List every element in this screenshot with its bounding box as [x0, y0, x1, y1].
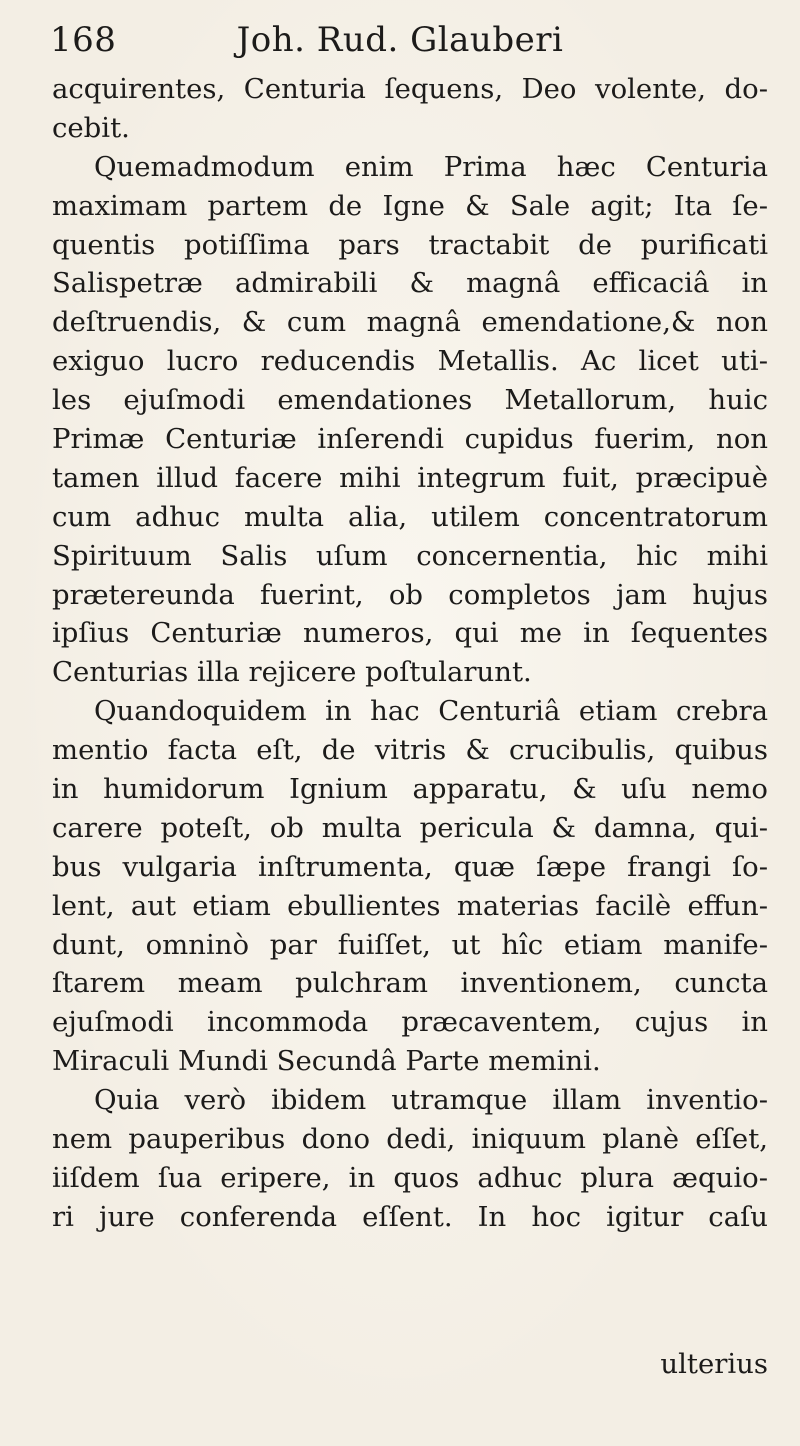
page-number: 168	[50, 20, 117, 60]
text-line: Primæ Centuriæ inſerendi cupidus fuerim, non	[52, 423, 768, 456]
text-line: cebit.	[52, 111, 130, 144]
text-line: dunt, omninò par fuiſſet, ut hîc etiam manife-	[52, 928, 768, 961]
text-line: acquirentes, Centuria ſequens, Deo volente, do-	[52, 73, 768, 105]
text-line: Salispetræ admirabili & magnâ efficaciâ in	[52, 267, 768, 300]
text-line: nem pauperibus dono dedi, iniquum planè eſſet,	[52, 1123, 768, 1156]
text-line: in humidorum Ignium apparatu, & uſu nemo	[52, 773, 768, 806]
text-line: quentis potiſſima pars tractabit de purificati	[52, 228, 768, 261]
text-line: Centurias illa rejicere poſtularunt.	[52, 656, 532, 689]
text-line: tamen illud facere mihi integrum fuit, præcipuè	[52, 461, 768, 494]
catchword-row	[52, 1344, 768, 1384]
text-line: maximam partem de Igne & Sale agit; Ita ſe-	[52, 189, 768, 222]
text-line: Spirituum Salis uſum concernentia, hic mihi	[52, 539, 768, 572]
body-text	[52, 70, 768, 1237]
text-line: ipſius Centuriæ numeros, qui me in ſequentes	[52, 617, 768, 650]
text-line: Miraculi Mundi Secundâ Parte memini.	[52, 1045, 601, 1078]
catchword: ulterius	[660, 1348, 768, 1380]
text-line: iiſdem ſua eripere, in quos adhuc plura æquio-	[52, 1161, 768, 1194]
text-line: Quia verò ibidem utramque illam inventio-	[94, 1084, 768, 1117]
text-line: deſtruendis, & cum magnâ emendatione,& non	[52, 306, 768, 339]
text-line: ejuſmodi incommoda præcaventem, cujus in	[52, 1006, 768, 1039]
text-line: prætereunda fuerint, ob completos jam hujus	[52, 578, 768, 611]
text-line: mentio facta eſt, de vitris & crucibulis, quibus	[52, 734, 768, 767]
text-line: Quandoquidem in hac Centuriâ etiam crebra	[94, 695, 768, 728]
running-title: Joh. Rud. Glauberi	[236, 20, 564, 60]
text-line: ri jure conferenda eſſent. In hoc igitur caſu	[52, 1200, 768, 1233]
text-line: Quemadmodum enim Prima hæc Centuria	[94, 150, 768, 183]
text-line: lent, aut etiam ebullientes materias facilè effun-	[52, 889, 768, 922]
text-line: bus vulgaria inſtrumenta, quæ ſæpe frangi ſo-	[52, 850, 768, 883]
text-line: exiguo lucro reducendis Metallis. Ac licet uti-	[52, 345, 768, 378]
page-header	[50, 14, 750, 64]
text-line: carere poteſt, ob multa pericula & damna, qui-	[52, 811, 768, 844]
text-line: cum adhuc multa alia, utilem concentratorum	[52, 500, 768, 533]
text-line: les ejuſmodi emendationes Metallorum, huic	[52, 384, 768, 417]
text-line: ſtarem meam pulchram inventionem, cuncta	[52, 967, 768, 1000]
